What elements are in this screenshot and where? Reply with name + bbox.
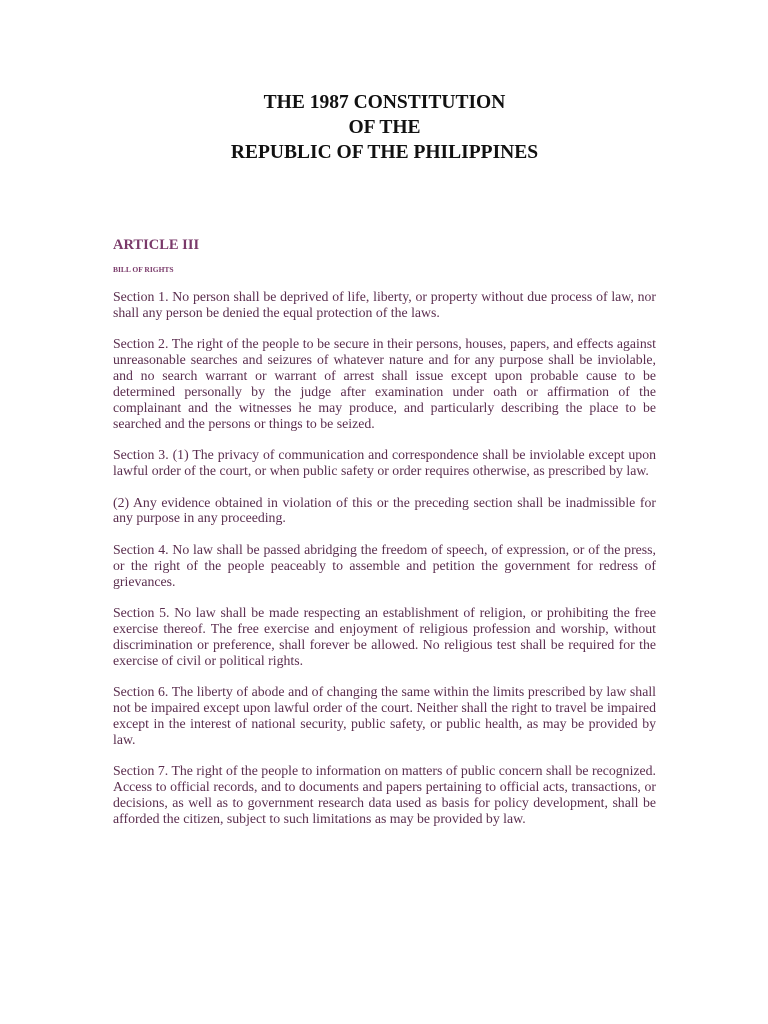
article-heading: ARTICLE III xyxy=(113,237,200,253)
section-3-2-paragraph: (2) Any evidence obtained in violation of this or the preceding section shall be inadmissible for any purpose in any proceeding. xyxy=(113,494,656,526)
section-3-1-paragraph: Section 3. (1) The privacy of communication and correspondence shall be inviolable except upon lawful order of the court, or when public safety or order requires otherwise, as prescribed by law. xyxy=(113,447,656,479)
document-title xyxy=(103,90,666,165)
sections-body xyxy=(113,289,656,827)
section-2-paragraph: Section 2. The right of the people to be secure in their persons, houses, papers, and effects against unreasonable searches and seizures of whatever nature and for any purpose shall be inviolable, and no search warrant or warrant of arrest shall issue except upon probable cause to be determined personally by the judge after examination under oath or affirmation of the complainant and the witnesses he may produce, and particularly describing the place to be searched and the persons or things to be seized. xyxy=(113,336,656,431)
section-1-paragraph: Section 1. No person shall be deprived of life, liberty, or property without due process of law, nor shall any person be denied the equal protection of the laws. xyxy=(113,289,656,320)
title-line-3: REPUBLIC OF THE PHILIPPINES xyxy=(230,142,539,163)
document-page xyxy=(0,90,768,1024)
title-line-1: THE 1987 CONSTITUTION xyxy=(263,92,506,113)
section-5-paragraph: Section 5. No law shall be made respecting an establishment of religion, or prohibiting the free exercise thereof. The free exercise and enjoyment of religious profession and worship, without discrimination or preference, shall forever be allowed. No religious test shall be required for the exercise of civil or political rights. xyxy=(113,605,656,668)
section-4-paragraph: Section 4. No law shall be passed abridging the freedom of speech, of expression, or of the press, or the right of the people peaceably to assemble and petition the government for redress of grievances. xyxy=(113,541,656,589)
title-line-2: OF THE xyxy=(348,117,421,138)
section-6-paragraph: Section 6. The liberty of abode and of changing the same within the limits prescribed by law shall not be impaired except upon lawful order of the court. Neither shall the right to travel be impaired except in the interest of national security, public safety, or public health, as may be provided by law. xyxy=(113,684,656,747)
article-subheading: BILL OF RIGHTS xyxy=(113,265,174,274)
section-7-paragraph: Section 7. The right of the people to information on matters of public concern shall be recognized. Access to official records, and to documents and papers pertaining to official acts, transactions, or decisions, as well as to government research data used as basis for policy development, shall be afforded the citizen, subject to such limitations as may be provided by law. xyxy=(113,763,656,827)
